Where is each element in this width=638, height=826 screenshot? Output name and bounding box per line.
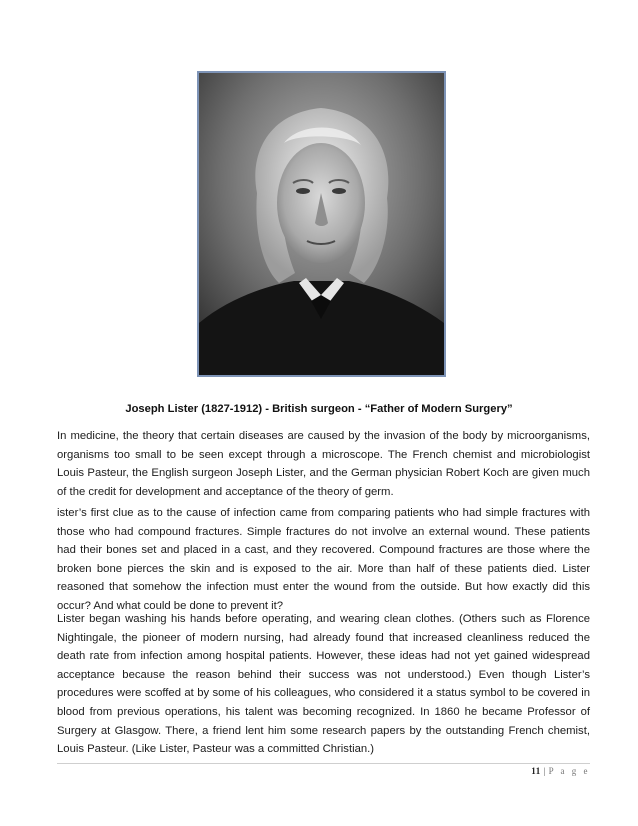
portrait-image	[199, 73, 444, 375]
figure-caption: Joseph Lister (1827-1912) - British surgeon - “Father of Modern Surgery”	[125, 403, 513, 415]
page-number-value: 11	[531, 766, 541, 776]
page-number	[531, 766, 590, 776]
paragraph: Lister began washing his hands before operating, and wearing clean clothes. (Others such as Florence Nightingale, the pioneer of modern nursing, had already found that increased cleanliness reduced the death rate from infection among hospital patients. However, these ideas had not yet gained widespread acceptance because the reason behind their success was not understood.) Even though Lister’s procedures were scoffed at by some of his colleagues, who considered it a status symbol to be covered in blood from previous operations, his talent was becoming recognized. In 1860 he became Professor of Surgery at Glasgow. There, a friend lent him some research papers by the outstanding French chemist, Louis Pasteur. (Like Lister, Pasteur was a committed Christian.)	[57, 613, 590, 756]
portrait-photo	[197, 71, 446, 377]
paragraph: ister’s first clue as to the cause of infection came from comparing patients who had simple fractures with those who had compound fractures. Simple fractures do not involve an external wound. These patients had their bones set and placed in a cast, and they recovered. Compound fractures are those where the broken bone pierces the skin and is exposed to the air. More than half of these patients died. Lister reasoned that somehow the infection must enter the wound from the outside. But how exactly did this occur? And what could be done to prevent it?	[57, 507, 590, 612]
page-number-separator: |	[543, 766, 546, 776]
paragraph: In medicine, the theory that certain diseases are caused by the invasion of the body by microorganisms, organisms too small to be seen except through a microscope. The French chemist and microbiologist Louis Pasteur, the English surgeon Joseph Lister, and the German physician Robert Koch are given much of the credit for development and acceptance of the theory of germ.	[57, 430, 590, 498]
footer-divider	[57, 763, 590, 764]
page-label: P a g e	[548, 766, 590, 776]
